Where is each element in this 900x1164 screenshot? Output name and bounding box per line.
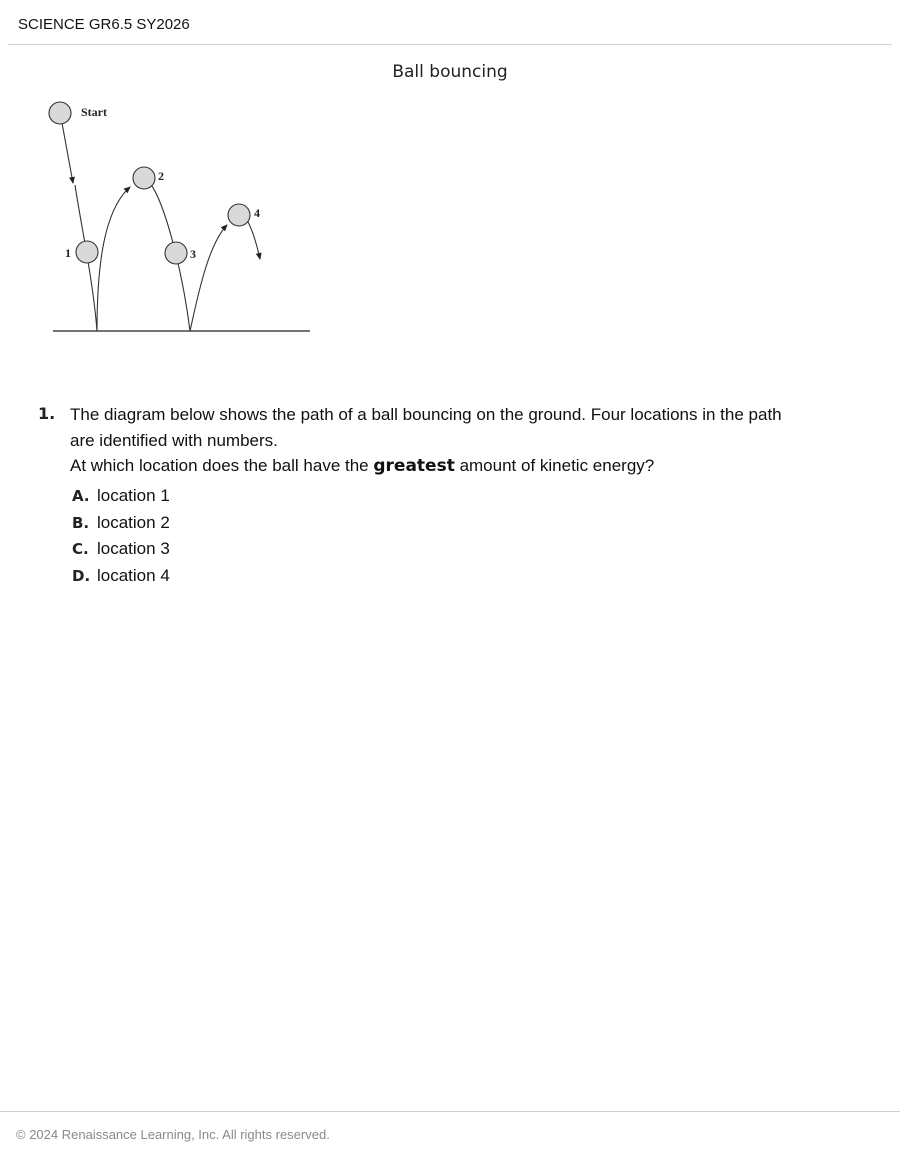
ball-bounce-diagram <box>40 95 330 340</box>
path-bounce1-rise <box>97 187 130 331</box>
label-location-2: 2 <box>158 169 164 183</box>
choice-letter: B. <box>72 513 90 532</box>
path-bounce2-fall <box>247 220 260 259</box>
choice-text: location 1 <box>97 486 170 506</box>
ball-location-3 <box>165 242 187 264</box>
choice-text: location 3 <box>97 539 170 559</box>
footer-divider <box>0 1111 900 1112</box>
assessment-title: SCIENCE GR6.5 SY2026 <box>18 16 190 33</box>
ball-location-1 <box>76 241 98 263</box>
label-location-3: 3 <box>190 247 196 261</box>
question-stem-line2-before: At which location does the ball have the <box>70 456 374 475</box>
answer-choices <box>72 483 170 589</box>
choice-c[interactable] <box>72 536 170 563</box>
label-location-1: 1 <box>65 246 71 260</box>
label-start: Start <box>81 105 107 119</box>
label-location-4: 4 <box>254 206 260 220</box>
copyright-notice: © 2024 Renaissance Learning, Inc. All rights reserved. <box>16 1127 330 1142</box>
ball-start <box>49 102 71 124</box>
path-bounce2-rise <box>190 225 227 331</box>
choice-letter: A. <box>72 487 90 506</box>
assessment-header <box>0 0 900 45</box>
question-stem-line1: The diagram below shows the path of a ball bouncing on the ground. Four locations in the path are identified with numbers. <box>70 405 782 450</box>
choice-letter: D. <box>72 566 91 585</box>
choice-text: location 2 <box>97 512 170 532</box>
ball-location-4 <box>228 204 250 226</box>
choice-a[interactable] <box>72 483 170 510</box>
choice-letter: C. <box>72 540 89 559</box>
choice-text: location 4 <box>97 565 170 585</box>
header-divider <box>8 44 892 45</box>
path-start-arrow <box>62 123 73 183</box>
question-stem-line2-after: amount of kinetic energy? <box>454 456 655 475</box>
passage-title: Ball bouncing <box>392 62 508 82</box>
question-number: 1. <box>38 404 56 423</box>
choice-b[interactable] <box>72 510 170 537</box>
choice-d[interactable] <box>72 563 170 590</box>
question-emphasis: greatest <box>373 456 455 476</box>
ball-location-2 <box>133 167 155 189</box>
question-stem <box>70 402 810 480</box>
question-stem-line2 <box>70 453 810 480</box>
